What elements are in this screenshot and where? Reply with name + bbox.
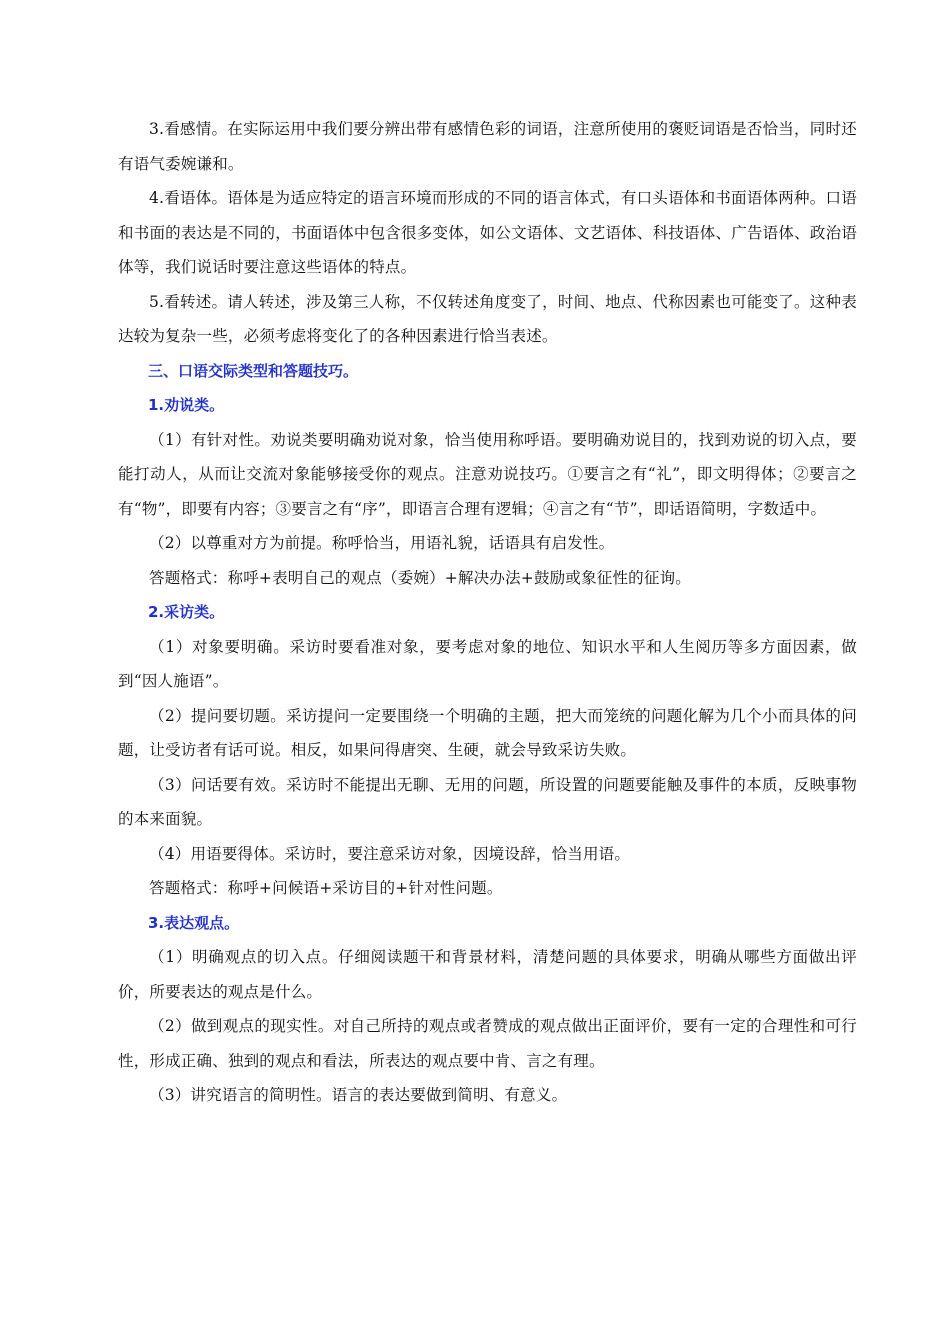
paragraph-viewpoint-3: （3）讲究语言的简明性。语言的表达要做到简明、有意义。: [149, 1086, 568, 1104]
paragraph-interview-1: （1）对象要明确。采访时要看准对象，要考虑对象的地位、知识水平和人生阅历等多方面因素，做到“因人施语”。: [118, 637, 857, 690]
paragraph-persuasion-format: 答题格式：称呼+表明自己的观点（委婉）+解决办法+鼓励或象征性的征询。: [149, 568, 691, 587]
paragraph-viewpoint-2: （2）做到观点的现实性。对自己所持的观点或者赞成的观点做出正面评价，要有一定的合理性和可行性，形成正确、独到的观点和看法，所表达的观点要中肯、言之有理。: [118, 1017, 857, 1070]
section-heading: 三、口语交际类型和答题技巧。: [148, 361, 359, 380]
paragraph-interview-4: （4）用语要得体。采访时，要注意采访对象，因境设辞，恰当用语。: [149, 844, 631, 863]
subheading-persuasion: 1.劝说类。: [148, 396, 225, 414]
paragraph-register: 4.看语体。语体是为适应特定的语言环境而形成的不同的语言体式，有口头语体和书面语体两种。口语和书面的表达是不同的，书面语体中包含很多变体，如公文语体、文艺语体、科技语体、广告语体、政治语体等，我们说话时要注意这些语体的特点。: [118, 189, 857, 276]
subheading-viewpoint: 3.表达观点。: [148, 913, 240, 932]
paragraph-interview-3: （3）问话要有效。采访时不能提出无聊、无用的问题，所设置的问题要能触及事件的本质，反映事物的本来面貌。: [118, 775, 857, 828]
paragraph-relay: 5.看转述。请人转述，涉及第三人称，不仅转述角度变了，时间、地点、代称因素也可能变了。这种表达较为复杂一些，必须考虑将变化了的各种因素进行恰当表述。: [118, 292, 857, 345]
subheading-interview: 2.采访类。: [148, 603, 225, 621]
paragraph-persuasion-2: （2）以尊重对方为前提。称呼恰当，用语礼貌，话语具有启发性。: [149, 534, 615, 552]
paragraph-interview-format: 答题格式：称呼+问候语+采访目的+针对性问题。: [149, 879, 503, 897]
paragraph-interview-2: （2）提问要切题。采访提问一定要围绕一个明确的主题，把大而笼统的问题化解为几个小而具体的问题，让受访者有话可说。相反，如果问得唐突、生硬，就会导致采访失败。: [118, 706, 857, 759]
paragraph-persuasion-1: （1）有针对性。劝说类要明确劝说对象，恰当使用称呼语。要明确劝说目的，找到劝说的切入点，要能打动人，从而让交流对象能够接受你的观点。注意劝说技巧。①要言之有“礼”，即文明得体；②要言之有“物”，即要有内容；③要言之有“序”，即语言合理有逻辑；④言之有“节”，即话语简明，字数适中。: [118, 430, 857, 518]
paragraph-viewpoint-1: （1）明确观点的切入点。仔细阅读题干和背景材料，清楚问题的具体要求，明确从哪些方面做出评价，所要表达的观点是什么。: [118, 948, 857, 1001]
paragraph-tone: 3.看感情。在实际运用中我们要分辨出带有感情色彩的词语，注意所使用的褒贬词语是否恰当，同时还有语气委婉谦和。: [118, 120, 857, 173]
